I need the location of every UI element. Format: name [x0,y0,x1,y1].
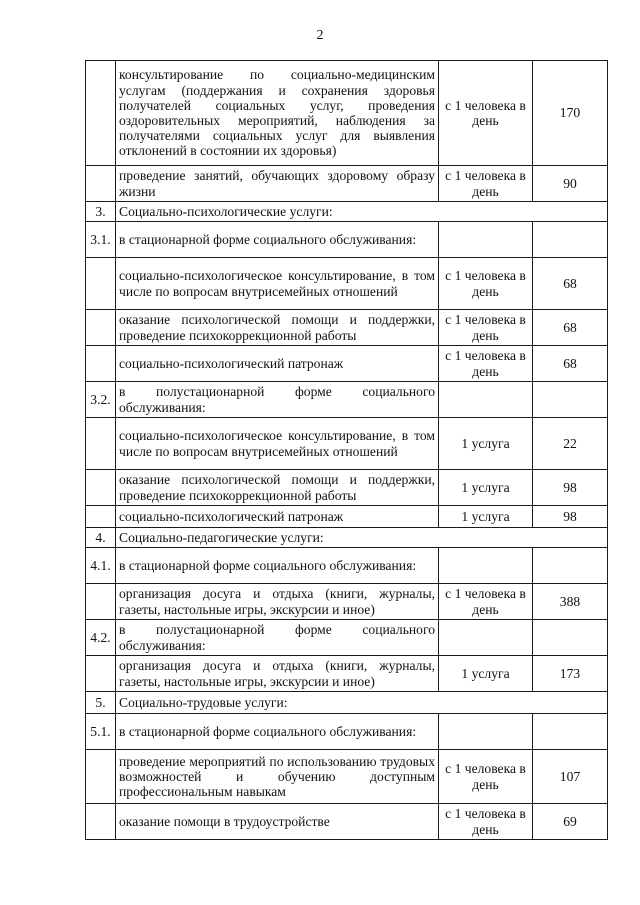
row-number [86,166,116,202]
table-row [86,548,608,584]
table-row [86,470,608,506]
service-description: консультирование по социально-медицинским услугам (поддержания и сохранения здоровья получателей социальных услуг, проведения оздоровительных мероприятий, наблюдения за получателями социальных услуг для выявления отклонений в состоянии их здоровья) [116,61,439,166]
service-unit: с 1 человека в день [439,584,533,620]
service-unit: с 1 человека в день [439,804,533,840]
service-unit: 1 услуга [439,506,533,528]
table-row [86,418,608,470]
service-description: социально-психологическое консультирование, в том числе по вопросам внутрисемейных отношений [116,418,439,470]
table-row [86,656,608,692]
service-price [533,382,608,418]
service-unit: с 1 человека в день [439,166,533,202]
service-price: 173 [533,656,608,692]
table-row [86,61,608,166]
service-price: 69 [533,804,608,840]
service-price [533,222,608,258]
row-number [86,804,116,840]
service-description: оказание психологической помощи и поддержки, проведение психокоррекционной работы [116,310,439,346]
service-price [533,548,608,584]
subsection-number: 5.1. [86,714,116,750]
service-unit: с 1 человека в день [439,258,533,310]
service-description: социально-психологическое консультирование, в том числе по вопросам внутрисемейных отношений [116,258,439,310]
service-unit [439,382,533,418]
row-number [86,506,116,528]
row-number [86,750,116,804]
subsection-title: в стационарной форме социального обслуживания: [116,222,439,258]
service-description: социально-психологический патронаж [116,346,439,382]
subsection-number: 3.2. [86,382,116,418]
table-row [86,528,608,548]
section-title: Социально-педагогические услуги: [116,528,608,548]
service-unit: 1 услуга [439,418,533,470]
table-row [86,620,608,656]
service-unit: с 1 человека в день [439,61,533,166]
table-row [86,714,608,750]
service-unit: с 1 человека в день [439,750,533,804]
service-unit: с 1 человека в день [439,310,533,346]
service-unit [439,548,533,584]
service-unit: 1 услуга [439,656,533,692]
service-unit [439,222,533,258]
service-price: 68 [533,258,608,310]
service-price: 98 [533,470,608,506]
service-price [533,714,608,750]
service-description: оказание помощи в трудоустройстве [116,804,439,840]
row-number [86,418,116,470]
subsection-title: в полустационарной форме социального обслуживания: [116,382,439,418]
service-price: 68 [533,346,608,382]
section-title: Социально-трудовые услуги: [116,692,608,714]
service-description: проведение занятий, обучающих здоровому образу жизни [116,166,439,202]
row-number [86,61,116,166]
service-description: организация досуга и отдыха (книги, журналы, газеты, настольные игры, экскурсии и иное) [116,656,439,692]
row-number [86,656,116,692]
subsection-title: в полустационарной форме социального обслуживания: [116,620,439,656]
row-number [86,258,116,310]
service-price: 170 [533,61,608,166]
service-price: 98 [533,506,608,528]
table-row [86,804,608,840]
section-number: 5. [86,692,116,714]
row-number [86,310,116,346]
row-number [86,584,116,620]
table-row [86,346,608,382]
subsection-number: 4.1. [86,548,116,584]
row-number [86,470,116,506]
service-description: организация досуга и отдыха (книги, журналы, газеты, настольные игры, экскурсии и иное) [116,584,439,620]
service-unit: с 1 человека в день [439,346,533,382]
service-description: оказание психологической помощи и поддержки, проведение психокоррекционной работы [116,470,439,506]
service-price [533,620,608,656]
service-description: социально-психологический патронаж [116,506,439,528]
table-row [86,166,608,202]
table-row [86,310,608,346]
subsection-number: 4.2. [86,620,116,656]
section-title: Социально-психологические услуги: [116,202,608,222]
service-description: проведение мероприятий по использованию трудовых возможностей и обучению доступным профессиональным навыкам [116,750,439,804]
table-row [86,222,608,258]
row-number [86,346,116,382]
table-row [86,258,608,310]
table-row [86,506,608,528]
section-number: 3. [86,202,116,222]
service-price: 68 [533,310,608,346]
service-price: 22 [533,418,608,470]
service-price: 388 [533,584,608,620]
page-number: 2 [316,28,324,43]
service-unit [439,620,533,656]
section-number: 4. [86,528,116,548]
service-price: 90 [533,166,608,202]
table-row [86,202,608,222]
subsection-title: в стационарной форме социального обслуживания: [116,714,439,750]
table-row [86,584,608,620]
table-row [86,382,608,418]
table-row [86,750,608,804]
service-price: 107 [533,750,608,804]
service-unit: 1 услуга [439,470,533,506]
service-unit [439,714,533,750]
subsection-number: 3.1. [86,222,116,258]
subsection-title: в стационарной форме социального обслуживания: [116,548,439,584]
services-tariff-table [85,60,608,840]
table-row [86,692,608,714]
